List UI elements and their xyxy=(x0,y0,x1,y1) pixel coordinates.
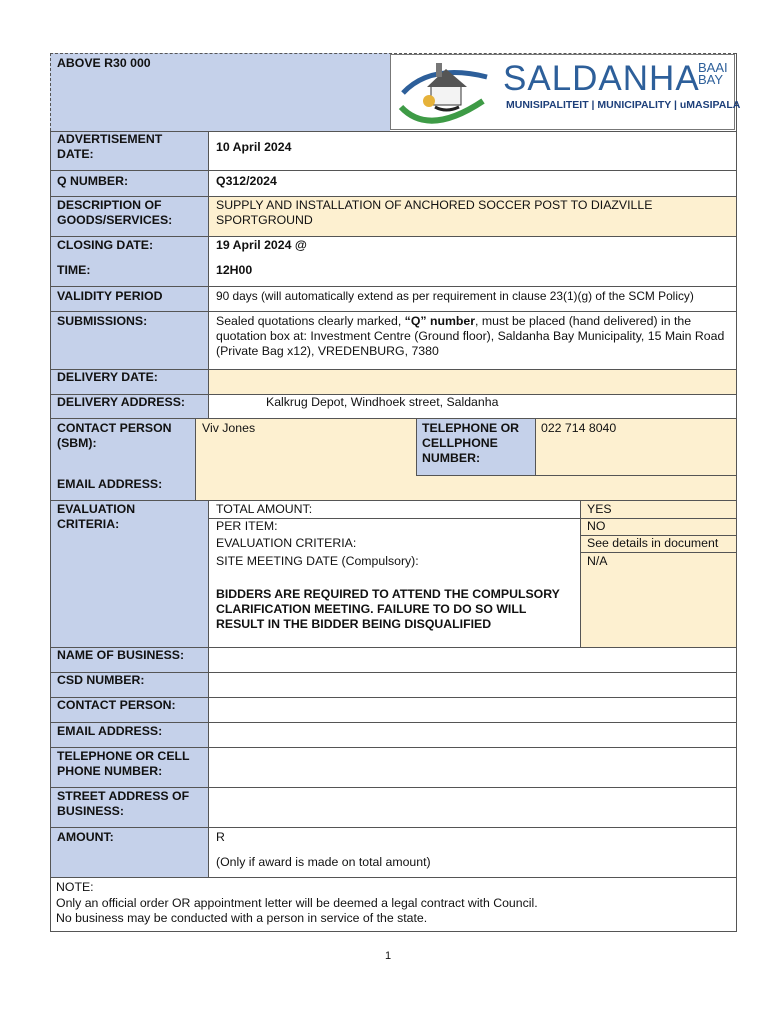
col-line xyxy=(195,418,196,500)
row-line xyxy=(416,475,736,476)
col-line xyxy=(535,418,536,475)
delivery-date-label: DELIVERY DATE: xyxy=(57,370,158,384)
delivery-date-value-bg xyxy=(208,369,736,394)
validity-period-label: VALIDITY PERIOD xyxy=(57,289,163,303)
note-block xyxy=(56,880,538,927)
amount-note: (Only if award is made on total amount) xyxy=(216,855,431,869)
email-address-label: EMAIL ADDRESS: xyxy=(57,477,163,491)
delivery-address-value: Kalkrug Depot, Windhoek street, Saldanha xyxy=(266,395,499,409)
telephone-value: 022 714 8040 xyxy=(541,421,617,435)
above-threshold-label: ABOVE R30 000 xyxy=(57,56,151,70)
q-number-value: Q312/2024 xyxy=(216,174,277,188)
evaluation-item: PER ITEM: xyxy=(216,519,278,533)
page-number: 1 xyxy=(385,950,392,962)
evaluation-item: EVALUATION CRITERIA: xyxy=(216,536,357,550)
telephone-label: TELEPHONE OR CELLPHONE NUMBER: xyxy=(422,421,520,465)
row-line xyxy=(50,196,736,197)
row-line xyxy=(50,787,736,788)
left-border xyxy=(50,131,51,931)
row-line xyxy=(50,722,736,723)
description-value: SUPPLY AND INSTALLATION OF ANCHORED SOCCER POST TO DIAZVILLE SPORTGROUND xyxy=(216,198,653,227)
row-line xyxy=(50,877,736,878)
col-line xyxy=(416,418,417,475)
q-number-label: Q NUMBER: xyxy=(57,174,129,188)
note-line: Only an official order OR appointment letter will be deemed a legal contract with Council. xyxy=(56,895,538,910)
row-line xyxy=(50,500,736,501)
row-line xyxy=(50,311,736,312)
left-border-top xyxy=(50,53,51,131)
row-line xyxy=(50,418,736,419)
closing-date-label: CLOSING DATE: xyxy=(57,238,154,252)
col-line xyxy=(580,500,581,647)
logo-tagline: MUNISIPALITEIT | MUNICIPALITY | uMASIPALA xyxy=(506,99,741,111)
logo-bay-text: BAAI BAY xyxy=(698,60,728,87)
evaluation-item: TOTAL AMOUNT: xyxy=(216,502,313,516)
row-line xyxy=(50,236,736,237)
bidder-email-label: EMAIL ADDRESS: xyxy=(57,724,163,738)
csd-number-label: CSD NUMBER: xyxy=(57,673,145,687)
amount-currency: R xyxy=(216,830,225,844)
validity-period-value: 90 days (will automatically extend as per requirement in clause 23(1)(g) of the SCM Policy) xyxy=(216,289,694,303)
evaluation-value: YES xyxy=(587,502,612,516)
amount-label: AMOUNT: xyxy=(57,830,114,844)
right-border xyxy=(736,53,737,931)
bidder-phone-label: TELEPHONE OR CELL PHONE NUMBER: xyxy=(57,749,190,778)
note-heading: NOTE: xyxy=(56,880,94,894)
row-line xyxy=(50,286,736,287)
municipality-logo xyxy=(390,54,741,130)
advertisement-date-value: 10 April 2024 xyxy=(216,140,292,154)
business-name-label: NAME OF BUSINESS: xyxy=(57,648,185,662)
row-line xyxy=(580,552,736,553)
note-line: No business may be conducted with a person in service of the state. xyxy=(56,911,428,925)
time-value: 12H00 xyxy=(216,263,253,277)
delivery-address-label: DELIVERY ADDRESS: xyxy=(57,395,186,409)
col-line xyxy=(208,500,209,877)
street-address-label: STREET ADDRESS OF BUSINESS: xyxy=(57,789,190,818)
evaluation-value: N/A xyxy=(587,554,608,568)
compulsory-meeting-notice: BIDDERS ARE REQUIRED TO ATTEND THE COMPULSORY CLARIFICATION MEETING. FAILURE TO DO SO WILL RESULT IN THE BIDDER BEING DISQUALIFIED xyxy=(216,587,560,631)
evaluation-criteria-label: EVALUATION CRITERIA: xyxy=(57,502,136,531)
evaluation-item: SITE MEETING DATE (Compulsory): xyxy=(216,554,419,568)
submissions-value: Sealed quotations clearly marked, “Q” number, must be placed (hand delivered) in the quotation box at: Investment Centre (Ground floor), Saldanha Bay Municipality, 15 Main Road (Private Bag x12), VREDENBURG, 7380 xyxy=(216,314,725,358)
email-value-bg xyxy=(195,475,736,500)
row-line xyxy=(50,672,736,673)
closing-date-value: 19 April 2024 @ xyxy=(216,238,307,252)
col-line xyxy=(208,131,209,418)
row-line xyxy=(208,518,736,519)
logo-emblem-icon xyxy=(391,55,503,131)
row-line xyxy=(50,170,736,171)
description-label: DESCRIPTION OF GOODS/SERVICES: xyxy=(57,198,173,227)
row-line xyxy=(50,827,736,828)
time-label: TIME: xyxy=(57,263,91,277)
evaluation-value: See details in document xyxy=(587,536,719,550)
advertisement-date-label: ADVERTISEMENT DATE: xyxy=(57,132,163,161)
contact-person-value: Viv Jones xyxy=(202,421,256,435)
logo-wordmark: SALDANHA xyxy=(503,59,700,98)
bidder-contact-person-label: CONTACT PERSON: xyxy=(57,698,176,712)
submissions-label: SUBMISSIONS: xyxy=(57,314,148,328)
bottom-border xyxy=(50,931,737,932)
contact-person-label: CONTACT PERSON (SBM): xyxy=(57,421,172,450)
evaluation-value: NO xyxy=(587,519,606,533)
row-line xyxy=(50,747,736,748)
